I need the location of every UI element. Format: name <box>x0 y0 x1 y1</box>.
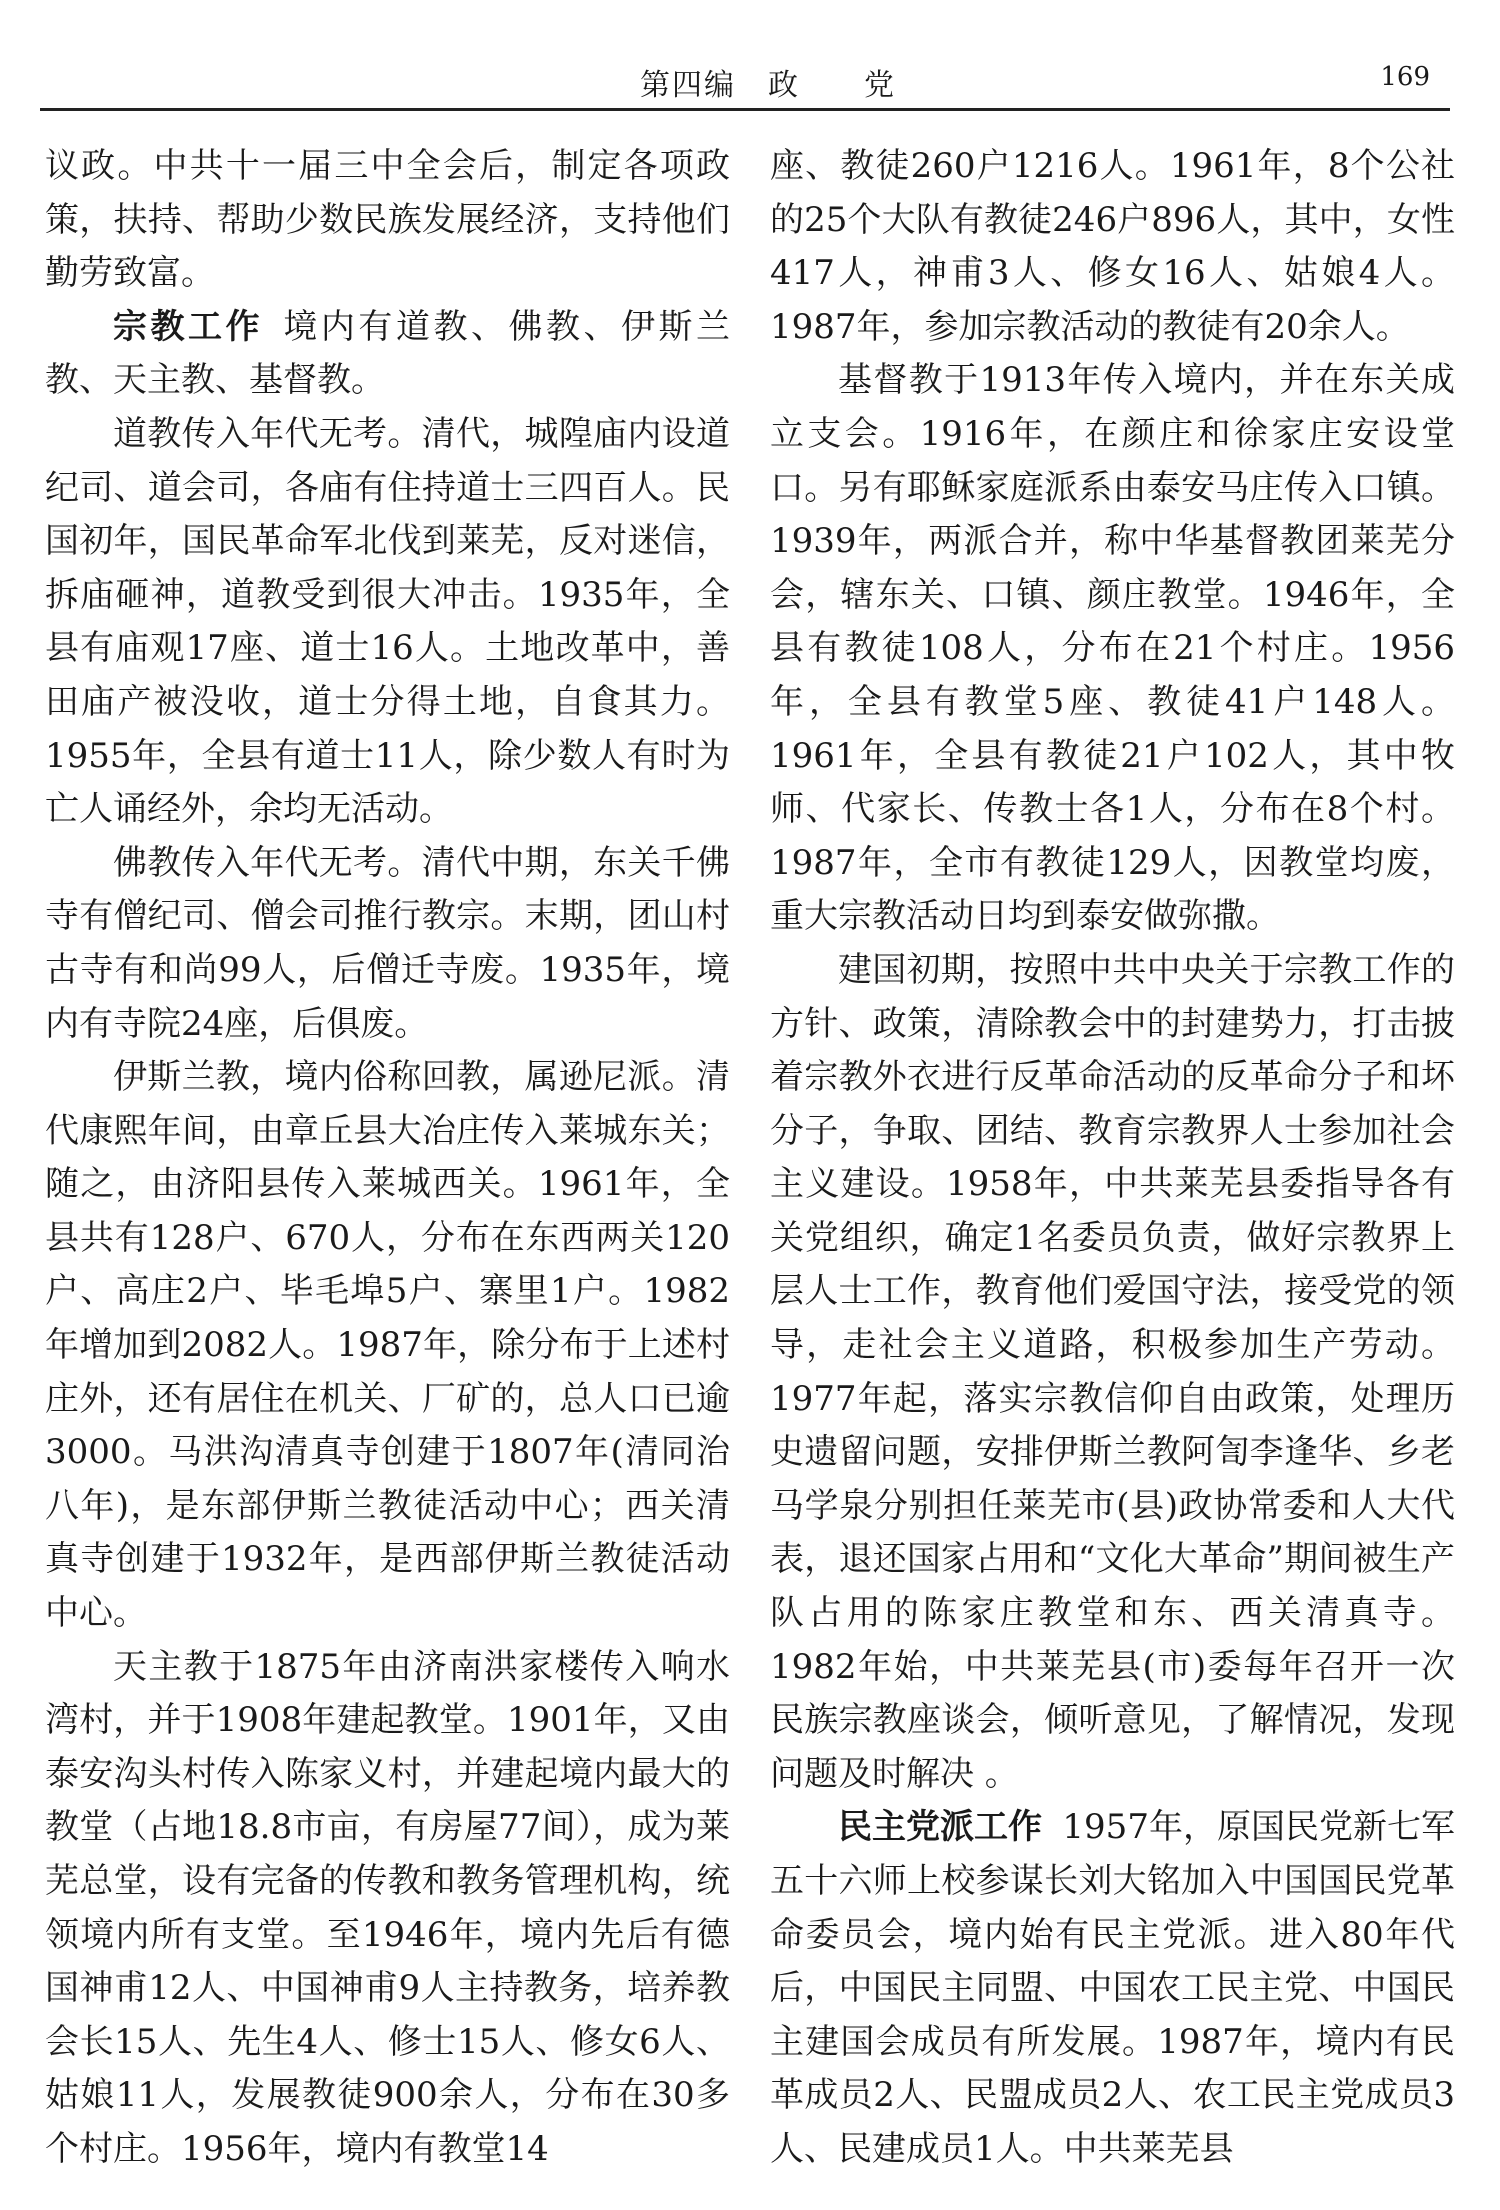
paragraph-catholicism-cont: 座、教徒260户1216人。1961年，8个公社的25个大队有教徒246户896人，其中，女性417人，神甫3人、修女16人、姑娘4人。1987年，参加宗教活动的教徒有20余人。 <box>770 146 1455 347</box>
paragraph-taoism: 道教传入年代无考。清代，城隍庙内设道纪司、道会司，各庙有住持道士三四百人。民国初年，国民革命军北伐到莱芜，反对迷信，拆庙砸神，道教受到很大冲击。1935年，全县有庙观17座、道士16人。土地改革中，善田庙产被没收，道士分得土地，自食其力。1955年，全县有道士11人，除少数人有时为亡人诵经外，余均无活动。 <box>45 413 730 830</box>
paragraph-text: 境内有道教、佛教、伊斯兰教、天主教、基督教。 <box>45 306 731 401</box>
paragraph-democratic-parties <box>770 1801 1455 2176</box>
right-column <box>770 140 1455 2177</box>
page-number: 169 <box>1380 62 1430 92</box>
paragraph: 议政。中共十一届三中全会后，制定各项政策，扶持、帮助少数民族发展经济，支持他们勤劳致富。 <box>45 146 730 294</box>
left-column <box>45 140 730 2177</box>
page-header <box>40 52 1450 111</box>
paragraph-text: 1957年，原国民党新七军五十六师上校参谋长刘大铭加入中国国民党革命委员会，境内始有民主党派。进入80年代后，中国民主同盟、中国农工民主党、中国民主建国会成员有所发展。1987年，境内有民革成员2人、民盟成员2人、农工民主党成员3人、民建成员1人。中共莱芜县 <box>770 1807 1455 2169</box>
paragraph-religion-work <box>45 301 730 408</box>
paragraph-buddhism: 佛教传入年代无考。清代中期，东关千佛寺有僧纪司、僧会司推行教宗。末期，团山村古寺有和尚99人，后僧迁寺废。1935年，境内有寺院24座，后俱废。 <box>45 842 730 1044</box>
section-heading: 民主党派工作 <box>838 1807 1043 1848</box>
paragraph-christianity: 基督教于1913年传入境内，并在东关成立支会。1916年，在颜庄和徐家庄安设堂口。另有耶稣家庭派系由泰安马庄传入口镇。1939年，两派合并，称中华基督教团莱芜分会，辖东关、口镇、颜庄教堂。1946年，全县有教徒108人，分布在21个村庄。1956年，全县有教堂5座、教徒41户148人。1961年，全县有教徒21户102人，其中牧师、代家长、传教士各1人，分布在8个村。1987年，全市有教徒129人，因教堂均废，重大宗教活动日均到泰安做弥撒。 <box>770 360 1455 937</box>
paragraph-policy: 建国初期，按照中共中央关于宗教工作的方针、政策，清除教会中的封建势力，打击披着宗教外衣进行反革命活动的反革命分子和坏分子，争取、团结、教育宗教界人士参加社会主义建设。1958年，中共莱芜县委指导各有关党组织，确定1名委员负责，做好宗教界上层人士工作，教育他们爱国守法，接受党的领导，走社会主义道路，积极参加生产劳动。1977年起，落实宗教信仰自由政策，处理历史遗留问题，安排伊斯兰教阿訇李逢华、乡老马学泉分别担任莱芜市(县)政协常委和人大代表，退还国家占用和“文化大革命”期间被生产队占用的陈家庄教堂和东、西关清真寺。1982年始，中共莱芜县(市)委每年召开一次民族宗教座谈会，倾听意见，了解情况，发现问题及时解决 。 <box>770 949 1455 1794</box>
paragraph-islam: 伊斯兰教，境内俗称回教，属逊尼派。清代康熙年间，由章丘县大冶庄传入莱城东关；随之，由济阳县传入莱城西关。1961年，全县共有128户、670人，分布在东西两关120户、高庄2户、毕毛埠5户、寨里1户。1982年增加到2082人。1987年，除分布于上述村庄外，还有居住在机关、厂矿的，总人口已逾3000。马洪沟清真寺创建于1807年(清同治八年)，是东部伊斯兰教徒活动中心；西关清真寺创建于1932年，是西部伊斯兰教徒活动中心。 <box>45 1057 730 1634</box>
running-header-title: 第四编 政 党 <box>640 68 896 103</box>
section-heading: 宗教工作 <box>113 306 264 347</box>
paragraph-catholicism: 天主教于1875年由济南洪家楼传入响水湾村，并于1908年建起教堂。1901年，又由泰安沟头村传入陈家义村，并建起境内最大的教堂（占地18.8市亩，有房屋77间），成为莱芜总堂，设有完备的传教和教务管理机构，统领境内所有支堂。至1946年，境内先后有德国神甫12人、中国神甫9人主持教务，培养教会长15人、先生4人、修士15人、修女6人、姑娘11人，发展教徒900余人，分布在30多个村庄。1956年，境内有教堂14 <box>45 1646 730 2169</box>
